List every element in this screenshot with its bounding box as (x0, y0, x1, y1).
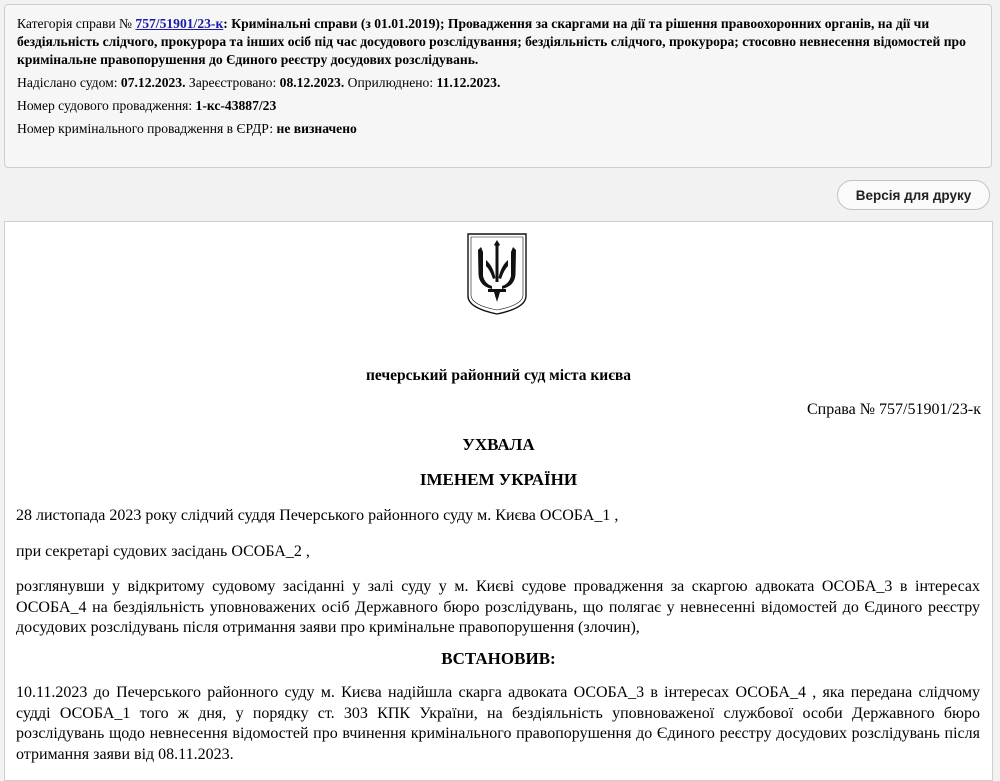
document-subtitle: ІМЕНЕМ УКРАЇНИ (419, 470, 578, 489)
document-body (4, 221, 993, 781)
erdr-value: не визначено (276, 121, 357, 136)
case-number-link[interactable]: 757/51901/23-к (135, 16, 224, 31)
case-number: Справа № 757/51901/23-к (806, 401, 981, 418)
registered-date: 08.12.2023. (279, 75, 345, 90)
sent-date: 07.12.2023. (120, 75, 186, 90)
case-category-label: Категорія справи № (17, 16, 136, 31)
published-date: 11.12.2023. (436, 75, 501, 90)
case-info-panel (4, 4, 992, 168)
paragraph-consideration: розглянувши у відкритому судовому засіданні у залі суду у м. Києві судове провадження за скаргою адвоката ОСОБА_3 в інтересах ОСОБА_4 на бездіяльність уповноважених осіб Державного бюро розслідувань, що полягає у невнесенні відомостей до Єдиного реєстру досудових розслідувань після отримання заяви про кримінальне правопорушення (злочин), (16, 578, 980, 636)
sent-label: Надіслано судом: (17, 75, 121, 90)
erdr-number (17, 120, 979, 138)
ukraine-trident-icon (466, 232, 528, 316)
print-version-button[interactable]: Версія для друку (837, 180, 990, 210)
court-name: печерський районний суд міста києва (365, 367, 632, 384)
proceeding-value: 1-кс-43887/23 (195, 98, 277, 113)
proceeding-number (17, 97, 979, 115)
case-dates (17, 74, 979, 92)
published-label: Оприлюднено: (344, 75, 437, 90)
document-title: УХВАЛА (462, 435, 535, 454)
erdr-label: Номер кримінального провадження в ЄРДР: (17, 121, 277, 136)
paragraph-secretary: при секретарі судових засідань ОСОБА_2 , (16, 543, 310, 560)
case-category (17, 15, 979, 69)
paragraph-established: 10.11.2023 до Печерського районного суду м. Києва надійшла скарга адвоката ОСОБА_3 в інтересах ОСОБА_4 , яка передана слідчому судді ОСОБА_1 того ж дня, у порядку ст. 303 КПК України, на бездіяльність уповноваженої службової особи Державного бюро розслідувань щодо невнесення відомостей про вчинення кримінального правопорушення до Єдиного реєстру досудових розслідувань після отримання заяви від 08.11.2023. (16, 684, 980, 763)
section-heading: ВСТАНОВИВ: (441, 649, 556, 668)
paragraph-date-judge: 28 листопада 2023 року слідчий суддя Печерського районного суду м. Києва ОСОБА_1 , (16, 507, 619, 524)
case-category-text: : Кримінальні справи (з 01.01.2019); Провадження за скаргами на дії та рішення правоохоронних органів, на дії чи бездіяльність слідчого, прокурора та інших осіб під час досудового розслідування; бездіяльність слідчого, прокурора; стосовно невнесення відомостей про кримінальне правопорушення до Єдиного реєстру досудових розслідувань. (17, 16, 966, 67)
proceeding-label: Номер судового провадження: (17, 98, 196, 113)
registered-label: Зареєстровано: (185, 75, 280, 90)
